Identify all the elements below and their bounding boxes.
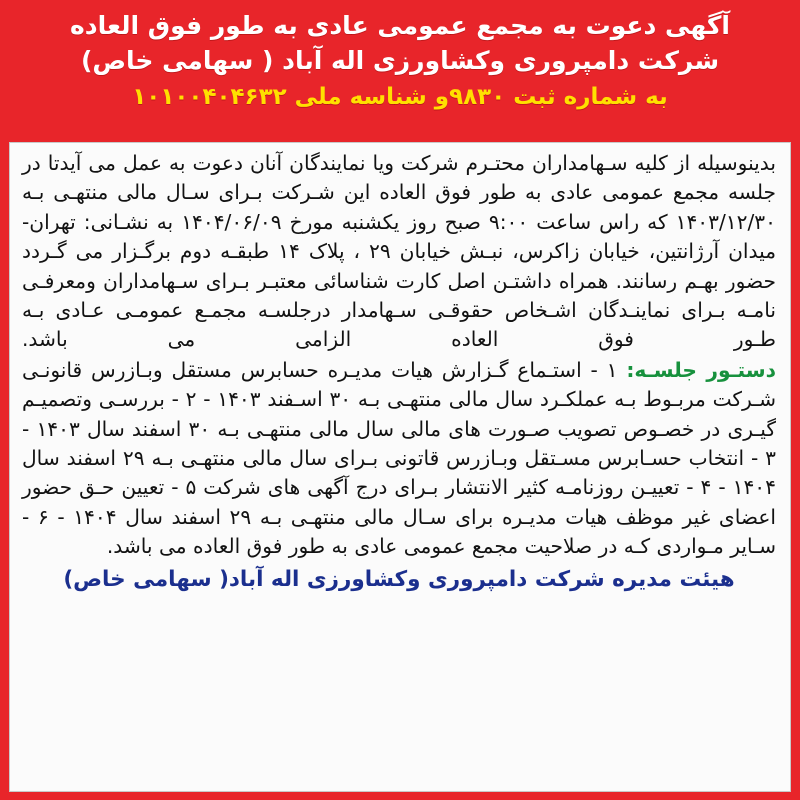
notice-title-line-1: آگهی دعوت به مجمع عمومی عادی به طور فوق العاده bbox=[70, 11, 730, 40]
notice-header bbox=[0, 0, 800, 142]
invitation-paragraph: بدینوسیله از کلیه سـهامداران محتـرم شرکت ویا نمایندگان آنان دعوت به عمل می آیدتا در جلسه مجمع عمومی عادی به طور فوق العاده این شـرکت بـرای سـال مالی منتهـی بـه ۱۴۰۳/۱۲/۳۰ که راس ساعت ۹:۰۰ صبح روز یکشنبه مورخ ۱۴۰۴/۰۶/۰۹ به نشـانی: تهران- میدان آرژانتین، خیابان زاکرس، نبـش خیابان ۲۹ ، پلاک ۱۴ طبقـه دوم برگـزار می گـردد حضور بهـم رسانند. همراه داشتـن اصل کارت شناسائی معتبـر بـرای سـهامداران ومعرفـی نامـه بـرای نماینـدگان اشـخاص حقوقـی سـهامدار درجلسـه مجمـع عمومـی عـادی بـه طـور فوق العاده الزامی می باشد. bbox=[22, 151, 777, 352]
agenda-label: دستـور جلسـه: bbox=[626, 357, 776, 382]
board-signature: هیئت مدیره شرکت دامپروری وکشاورزی اله آباد( سهامی خاص) bbox=[63, 567, 735, 593]
notice-body bbox=[9, 142, 791, 792]
agenda-text: ۱ - استـماع گـزارش هیات مدیـره حسابرس مستقل وبـازرس قانونـی شـرکت مربـوط بـه عملکـرد سال مالی منتهـی بـه ۳۰ اسـفند ۱۴۰۳ - ۲ - بررسـی وتصمیـم گیـری در خصـوص تصویب صـورت های مالی سال مالی منتهـی بـه ۳۰ اسفند سال ۱۴۰۳ - ۳ - انتخاب حسـابرس مسـتقل وبـازرس قاتونی بـرای سال مالی منتهـی بـه ۲۹ اسفند سال ۱۴۰۴ - ۴ - تعییـن روزنامـه کثیر الانتشار بـرای درج آگهی های شرکت ۵ - تعیین حـق حضور اعضای غیر موظف هیات مدیـره برای سـال مالی منتهـی بـه ۲۹ اسفند سال ۱۴۰۴ - ۶ - سـایر مـواردی کـه در صلاحیت مجمع عمومی عادی به طور فوق العاده می باشد. bbox=[22, 357, 777, 559]
agenda-paragraph bbox=[22, 356, 776, 562]
registration-and-national-id-line: به شماره ثبت ۹۸۳۰و شناسه ملی ۱۰۱۰۰۴۰۴۶۳۲ bbox=[132, 84, 668, 110]
notice-title-line-2: شرکت دامپروری وکشاورزی اله آباد ( سهامی خاص) bbox=[80, 45, 720, 75]
